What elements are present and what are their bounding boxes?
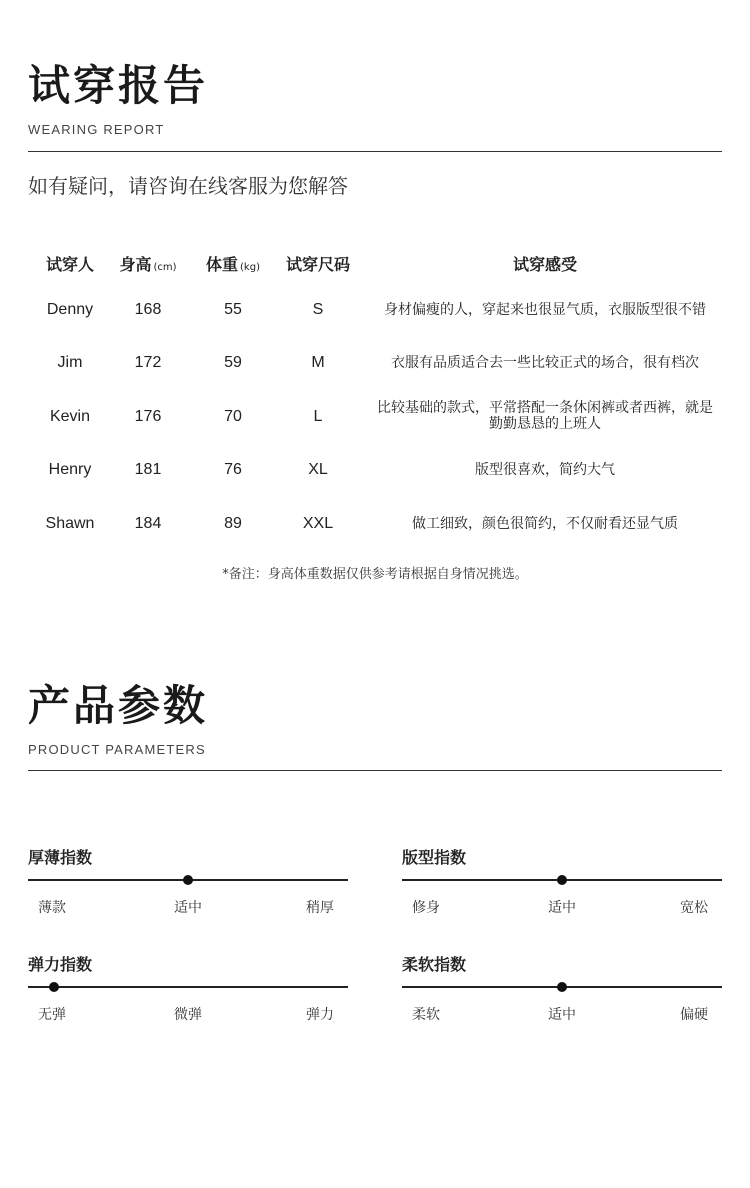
header-height-label: 身高: [119, 255, 152, 274]
cell-height: 184: [134, 515, 162, 532]
product-parameters-subtitle: PRODUCT PARAMETERS: [28, 742, 206, 757]
cell-name: Kevin: [49, 408, 91, 425]
header-height-unit: (cm): [153, 262, 177, 273]
cell-height: 176: [134, 408, 162, 425]
customer-service-notice: 如有疑问，请咨询在线客服为您解答: [28, 174, 348, 198]
cell-size: M: [311, 354, 325, 371]
table-row: [0, 295, 750, 325]
param-tick-mid: 微弹: [174, 1007, 202, 1023]
table-row: [0, 509, 750, 539]
header-weight-unit: (kg): [240, 262, 260, 273]
param-tick-low: 无弹: [38, 1007, 66, 1023]
cell-height: 181: [134, 461, 162, 478]
cell-name: Shawn: [45, 515, 95, 532]
table-header: [0, 250, 750, 280]
param-level-marker: [557, 982, 567, 992]
param-level-marker: [557, 875, 567, 885]
header-weight: [198, 250, 268, 280]
cell-weight: 70: [224, 408, 242, 425]
cell-weight: 59: [224, 354, 242, 371]
cell-feel: 版型很喜欢，简约大气: [475, 462, 615, 478]
cell-feel: 衣服有品质适合去一些比较正式的场合，很有档次: [391, 355, 699, 371]
param-scale-line: [28, 986, 348, 988]
table-row: [0, 402, 750, 432]
param-tick-high: 偏硬: [680, 1007, 708, 1023]
cell-feel: 做工细致，颜色很简约，不仅耐看还显气质: [412, 516, 678, 532]
wearing-report-subtitle: WEARING REPORT: [28, 122, 165, 137]
param-label: 厚薄指数: [28, 848, 93, 867]
cell-size: XL: [308, 461, 328, 478]
param-tick-mid: 适中: [174, 900, 202, 916]
param-softness: [402, 952, 722, 1032]
cell-feel: 比较基础的款式，平常搭配一条休闲裤或者西裤，就是勤勤恳恳的上班人: [377, 400, 713, 432]
wearing-report-title: 试穿报告: [28, 61, 209, 110]
section-divider: [28, 151, 722, 152]
param-tick-high: 稍厚: [306, 900, 334, 916]
param-fit: [402, 845, 722, 925]
cell-name: Henry: [48, 461, 92, 478]
cell-height: 168: [134, 301, 162, 318]
size-footnote: *备注：身高体重数据仅供参考请根据自身情况挑选。: [222, 567, 528, 582]
cell-size: XXL: [302, 515, 334, 532]
header-name: 试穿人: [45, 255, 94, 274]
param-tick-high: 弹力: [306, 1007, 334, 1023]
cell-size: S: [312, 301, 324, 318]
cell-weight: 55: [224, 301, 242, 318]
cell-size: L: [313, 408, 323, 425]
section-divider: [28, 770, 722, 771]
header-height: [113, 250, 183, 280]
param-label: 弹力指数: [28, 955, 93, 974]
table-row: [0, 348, 750, 378]
header-feel: 试穿感受: [512, 255, 577, 274]
param-label: 版型指数: [402, 848, 467, 867]
param-level-marker: [183, 875, 193, 885]
table-row: [0, 455, 750, 485]
param-level-marker: [49, 982, 59, 992]
param-tick-mid: 适中: [548, 900, 576, 916]
cell-weight: 76: [224, 461, 242, 478]
cell-feel: 身材偏瘦的人，穿起来也很显气质，衣服版型很不错: [384, 302, 706, 318]
header-weight-label: 体重: [206, 255, 239, 274]
product-parameters-title: 产品参数: [28, 681, 209, 730]
cell-height: 172: [134, 354, 162, 371]
param-elasticity: [28, 952, 348, 1032]
cell-weight: 89: [224, 515, 242, 532]
param-thickness: [28, 845, 348, 925]
param-tick-low: 柔软: [412, 1007, 440, 1023]
param-tick-mid: 适中: [548, 1007, 576, 1023]
param-tick-low: 修身: [412, 900, 440, 916]
param-tick-low: 薄款: [38, 900, 66, 916]
cell-name: Denny: [46, 301, 94, 318]
header-size: 试穿尺码: [285, 255, 350, 274]
param-tick-high: 宽松: [680, 900, 708, 916]
param-label: 柔软指数: [402, 955, 467, 974]
cell-name: Jim: [57, 354, 83, 371]
